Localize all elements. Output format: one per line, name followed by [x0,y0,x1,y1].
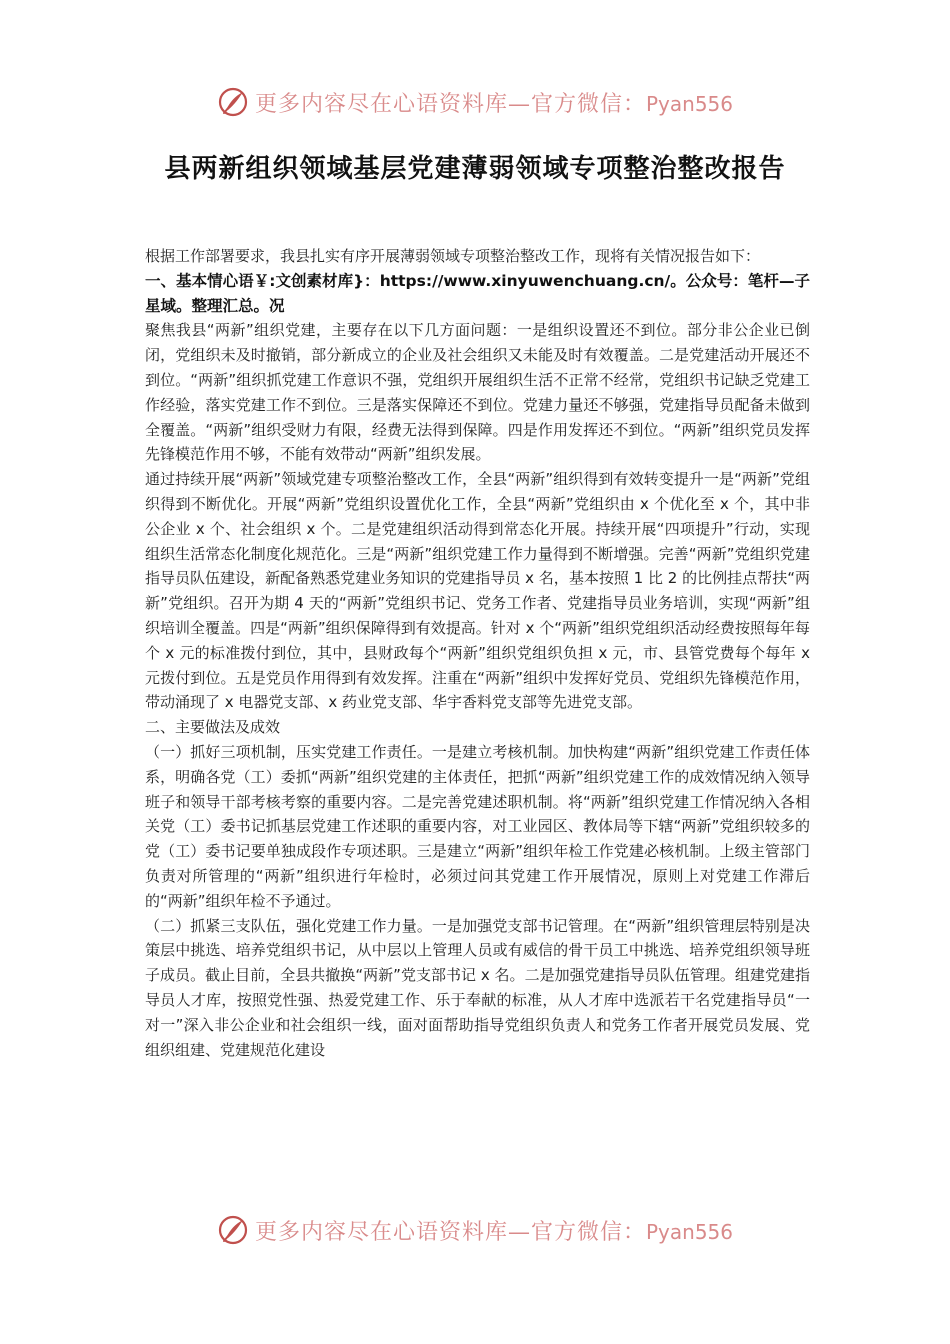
quill-logo-icon [217,86,249,118]
paragraph-teams: （二）抓紧三支队伍，强化党建工作力量。一是加强党支部书记管理。在“两新”组织管理层特别是决策层中挑选、培养党组织书记，从中层以上管理人员或有威信的骨干员工中挑选、培养党组织领导班子成员。截止目前，全县共撤换“两新”党支部书记 x 名。二是加强党建指导员队伍管理。组建党建指导员人才库，按照党性强、热爱党建工作、乐于奉献的标准，从人才库中选派若干名党建指导员“一对一”深入非公企业和社会组织一线，面对面帮助指导党组织负责人和党务工作者开展党员发展、党组织组建、党建规范化建设 [145,916,810,1059]
header-banner-text: 更多内容尽在心语资料库—官方微信：Pyan556 [254,91,734,117]
quill-logo-icon [217,1214,249,1246]
header-banner [0,82,950,122]
footer-banner-text: 更多内容尽在心语资料库—官方微信：Pyan556 [254,1219,734,1245]
footer-wechat-id: Pyan556 [646,1219,734,1244]
intro-paragraph: 根据工作部署要求，我县扎实有序开展薄弱领域专项整治整改工作，现将有关情况报告如下： [145,247,761,265]
document-body [145,244,810,1062]
section-heading-1: 一、基本情心语￥:文创素材库}：https://www.xinyuwenchuang.cn/。公众号：笔杆—子星域。整理汇总。况 [145,271,810,315]
footer-banner [0,1210,950,1250]
paragraph-problems: 聚焦我县“两新”组织党建，主要存在以下几方面问题：一是组织设置还不到位。部分非公企业已倒闭，党组织未及时撤销，部分新成立的企业及社会组织又未能及时有效覆盖。二是党建活动开展还不到位。“两新”组织抓党建工作意识不强，党组织开展组织生活不正常不经常，党组织书记缺乏党建工作经验，落实党建工作不到位。三是落实保障还不到位。党建力量还不够强，党建指导员配备未做到全覆盖。“两新”组织受财力有限，经费无法得到保障。四是作用发挥还不到位。“两新”组织党员发挥先锋模范作用不够，不能有效带动“两新”组织发展。 [145,321,810,464]
paragraph-results: 通过持续开展“两新”领域党建专项整治整改工作，全县“两新”组织得到有效转变提升一是“两新”党组织得到不断优化。开展“两新”党组织设置优化工作，全县“两新”党组织由 x 个优化至 x 个，其中非公企业 x 个、社会组织 x 个。二是党建组织活动得到常态化开展。持续开展“四项提升”行动，实现组织生活常态化制度化规范化。三是“两新”组织党建工作力量得到不断增强。完善“两新”党组织党建指导员队伍建设，新配备熟悉党建业务知识的党建指导员 x 名，基本按照 1 比 2 的比例挂点帮扶“两新”党组织。召开为期 4 天的“两新”党组织书记、党务工作者、党建指导员业务培训，实现“两新”组织培训全覆盖。四是“两新”组织保障得到有效提高。针对 x 个“两新”组织党组织活动经费按照每年每个 x 元的标准拨付到位，其中，县财政每个“两新”组织党组织负担 x 元，市、县管党费每个每年 x 元拨付到位。五是党员作用得到有效发挥。注重在“两新”组织中发挥好党员、党组织先锋模范作用，带动涌现了 x 电器党支部、x 药业党支部、华宇香料党支部等先进党支部。 [145,470,810,712]
header-wechat-id: Pyan556 [646,91,734,116]
document-title: 县两新组织领域基层党建薄弱领域专项整治整改报告 [164,154,786,184]
paragraph-mechanisms: （一）抓好三项机制，压实党建工作责任。一是建立考核机制。加快构建“两新”组织党建工作责任体系，明确各党（工）委抓“两新”组织党建的主体责任，把抓“两新”组织党建工作的成效情况纳入领导班子和领导干部考核考察的重要内容。二是完善党建述职机制。将“两新”组织党建工作情况纳入各相关党（工）委书记抓基层党建工作述职的重要内容，对工业园区、教体局等下辖“两新”党组织较多的党（工）委书记要单独成段作专项述职。三是建立“两新”组织年检工作党建必核机制。上级主管部门负责对所管理的“两新”组织进行年检时，必须过问其党建工作开展情况，原则上对党建工作滞后的“两新”组织年检不予通过。 [145,742,810,910]
section-heading-2: 二、主要做法及成效 [145,718,281,737]
